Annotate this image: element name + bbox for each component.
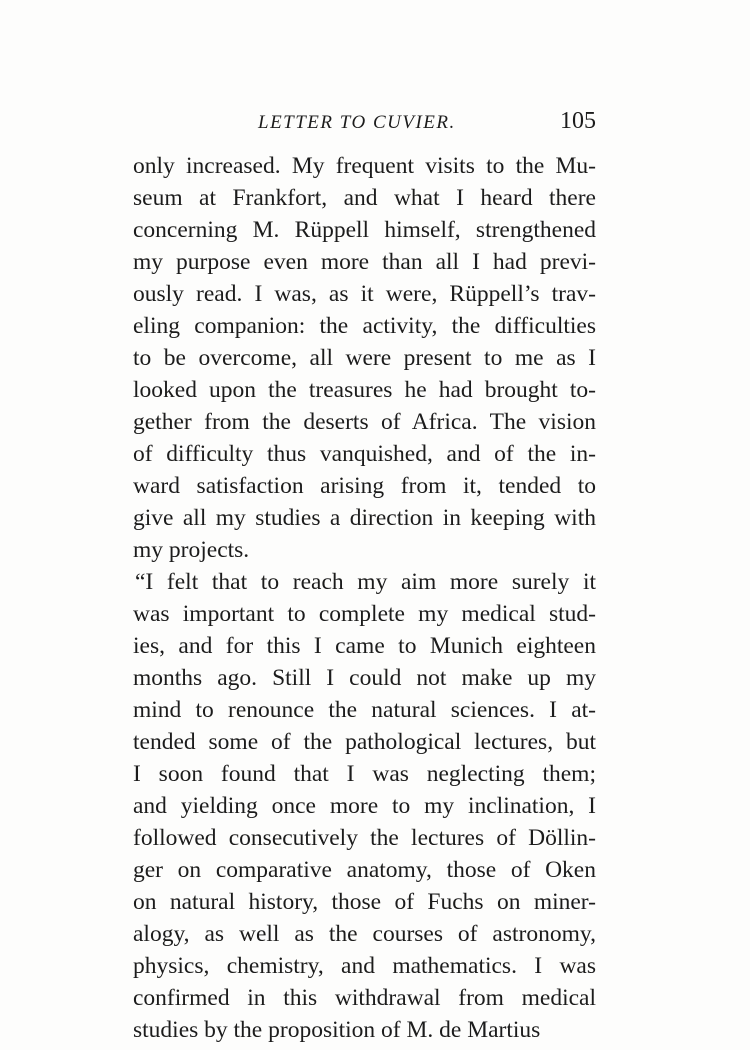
text-line: followed consecutively the lectures of Döllin- <box>133 825 596 851</box>
text-line: months ago. Still I could not make up my <box>133 665 596 691</box>
text-line: tended some of the pathological lectures, but <box>133 729 596 755</box>
running-head <box>133 108 596 142</box>
text-line: ies, and for this I came to Munich eighteen <box>133 633 596 659</box>
text-line: studies by the proposition of M. de Martius <box>133 1017 541 1043</box>
text-line: ger on comparative anatomy, those of Oken <box>133 857 596 883</box>
text-line: my projects. <box>133 537 250 563</box>
text-line: my purpose even more than all I had previ- <box>133 249 596 275</box>
text-line: to be overcome, all were present to me as I <box>133 345 596 371</box>
text-line: was important to complete my medical stud- <box>133 601 596 627</box>
text-line: on natural history, those of Fuchs on miner- <box>133 889 596 915</box>
text-line: mind to renounce the natural sciences. I at- <box>133 697 596 723</box>
body-text <box>133 150 596 1046</box>
text-line: alogy, as well as the courses of astronomy, <box>133 921 596 947</box>
paragraph-2 <box>133 566 596 1046</box>
text-line: “I felt that to reach my aim more surely it <box>135 569 596 595</box>
text-line: and yielding once more to my inclination, I <box>133 793 596 819</box>
text-line: concerning M. Rüppell himself, strengthened <box>133 217 596 243</box>
text-line: gether from the deserts of Africa. The vision <box>133 409 596 435</box>
text-line: give all my studies a direction in keeping with <box>133 505 596 531</box>
text-line: of difficulty thus vanquished, and of the in- <box>133 441 596 467</box>
text-line: confirmed in this withdrawal from medical <box>133 985 596 1011</box>
text-line: only increased. My frequent visits to the Mu- <box>133 153 596 179</box>
page-number: 105 <box>560 108 596 134</box>
text-line: physics, chemistry, and mathematics. I was <box>133 953 596 979</box>
text-line: looked upon the treasures he had brought to- <box>133 377 596 403</box>
text-line: eling companion: the activity, the difficulties <box>133 313 596 339</box>
text-line: I soon found that I was neglecting them; <box>133 761 596 787</box>
paragraph-1 <box>133 150 596 566</box>
running-title: LETTER TO CUVIER. <box>258 112 456 133</box>
text-line: ously read. I was, as it were, Rüppell’s trav- <box>133 281 596 307</box>
text-line: ward satisfaction arising from it, tended to <box>133 473 596 499</box>
text-line: seum at Frankfort, and what I heard there <box>133 185 596 211</box>
